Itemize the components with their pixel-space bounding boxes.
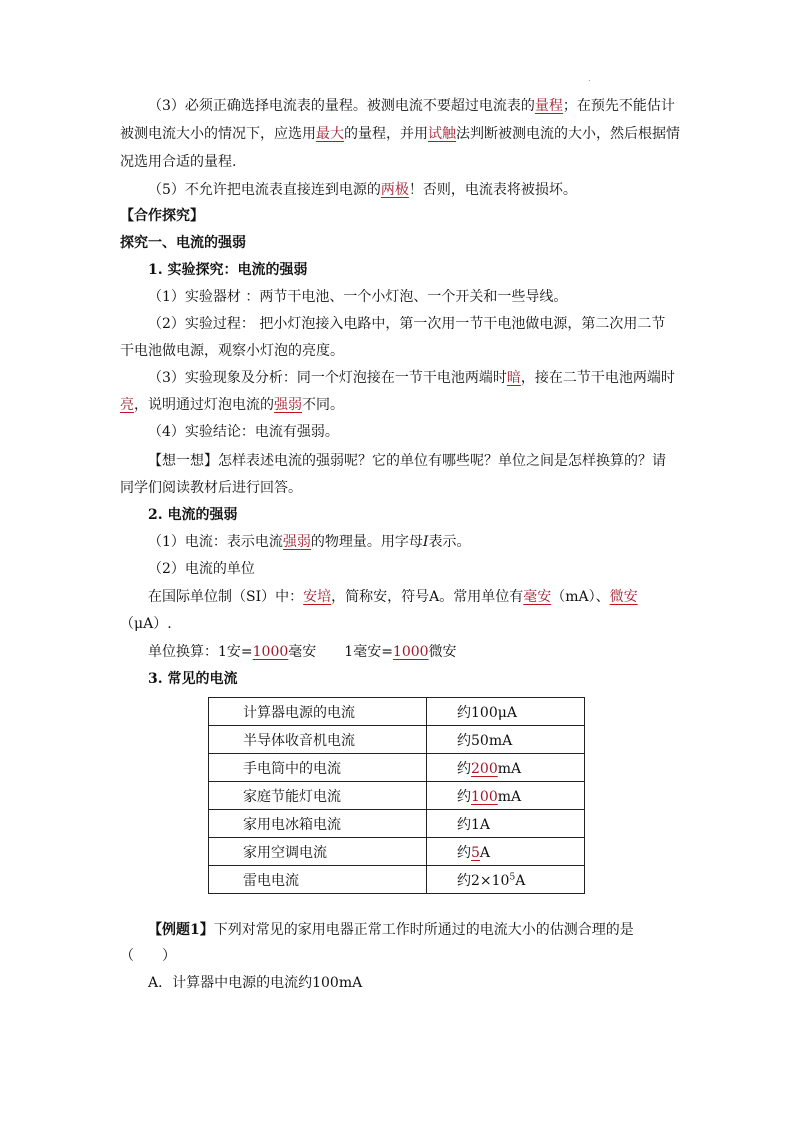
conversion-line: 单位换算：1安=1000毫安 1毫安=1000微安 xyxy=(148,644,457,660)
current-prefix: 约 xyxy=(457,844,471,861)
answer-ampere: 安培 xyxy=(303,589,332,605)
common-currents-table xyxy=(208,697,585,894)
corner-mark: . xyxy=(588,74,591,83)
rule5-line: （5）不允许把电流表直接连到电源的两极！否则，电流表将被损坏。 xyxy=(148,182,577,198)
explore-heading: 探究一、电流的强弱 xyxy=(120,235,246,251)
answer-1000-b: 1000 xyxy=(392,644,429,660)
exp3-line2: 亮，说明通过灯泡电流的强弱不同。 xyxy=(120,397,344,413)
current-prefix: 约100μA xyxy=(457,704,517,721)
example-line1: 【例题1】下列对常见的家用电器正常工作时所通过的电流大小的估测合理的是 xyxy=(148,922,634,938)
current-answer: 200 xyxy=(471,760,498,777)
sub2-heading: 2. 电流的强弱 xyxy=(148,507,238,523)
device-cell: 家庭节能灯电流 xyxy=(209,782,427,810)
rule3-line2: 被测电流大小的情况下，应选用最大的量程，并用试触法判断被测电流的大小，然后根据情 xyxy=(120,126,680,142)
sub1-heading: 1. 实验探究：电流的强弱 xyxy=(148,262,308,278)
answer-microamp: 微安 xyxy=(609,589,638,605)
sub3-heading: 3. 常见的电流 xyxy=(148,671,238,687)
device-cell: 家用空调电流 xyxy=(209,838,427,866)
current-cell xyxy=(427,866,585,894)
answer-range: 量程 xyxy=(534,98,563,114)
current-cell xyxy=(427,726,585,754)
answer-dim: 暗 xyxy=(506,370,521,386)
exp4-line: （4）实验结论：电流有强弱。 xyxy=(148,424,339,440)
think-line2: 同学们阅读教材后进行回答。 xyxy=(120,480,302,496)
rule3-line1: （3）必须正确选择电流表的量程。被测电流不要超过电流表的量程；在预先不能估计 xyxy=(148,98,675,114)
si-line1: 在国际单位制（SI）中：安培，简称安，符号A。常用单位有毫安（mA）、微安 xyxy=(148,589,638,605)
device-cell: 半导体收音机电流 xyxy=(209,726,427,754)
exp2-line2: 干电池做电源，观察小灯泡的亮度。 xyxy=(120,343,344,359)
answer-poles: 两极 xyxy=(380,182,409,198)
current-prefix: 约50mA xyxy=(457,732,513,749)
exp3-line1: （3）实验现象及分析：同一个灯泡接在一节干电池两端时暗，接在二节干电池两端时 xyxy=(148,370,675,386)
example-line2: （ ） xyxy=(120,948,176,964)
current-cell xyxy=(427,782,585,810)
answer-strength: 强弱 xyxy=(274,397,302,413)
device-cell: 计算器电源的电流 xyxy=(209,698,427,726)
device-cell: 雷电电流 xyxy=(209,866,427,894)
rule3-line3: 况选用合适的量程. xyxy=(120,154,237,170)
exp1-line: （1）实验器材 ：两节干电池、一个小灯泡、一个开关和一些导线。 xyxy=(148,289,568,305)
think-line1: 【想一想】怎样表述电流的强弱呢？它的单位有哪些呢？单位之间是怎样换算的？请 xyxy=(148,453,666,469)
device-cell: 家用电冰箱电流 xyxy=(209,810,427,838)
answer-trial: 试触 xyxy=(428,126,456,142)
answer-bright: 亮 xyxy=(120,397,134,413)
current-answer: 5 xyxy=(471,844,480,861)
current-unit: mA xyxy=(497,788,522,805)
answer-max: 最大 xyxy=(316,126,344,142)
current-prefix: 约1A xyxy=(457,816,491,833)
table-row xyxy=(209,726,585,754)
si-line2: （μA）. xyxy=(120,616,172,632)
current-answer: 100 xyxy=(471,788,498,805)
cur1-line: （1）电流：表示电流强弱的物理量。用字母I表示。 xyxy=(148,534,471,550)
current-cell xyxy=(427,810,585,838)
current-unit: A xyxy=(479,844,491,861)
current-cell xyxy=(427,838,585,866)
current-cell xyxy=(427,754,585,782)
current-exponent: 5 xyxy=(509,871,516,882)
current-prefix: 约 xyxy=(457,788,471,805)
table-row xyxy=(209,838,585,866)
section-heading: 【合作探究】 xyxy=(120,208,204,224)
device-cell: 手电筒中的电流 xyxy=(209,754,427,782)
current-unit: mA xyxy=(497,760,522,777)
cur2-line: （2）电流的单位 xyxy=(148,561,255,577)
table-row xyxy=(209,810,585,838)
table-row xyxy=(209,698,585,726)
current-prefix: 约2×10 xyxy=(457,872,510,889)
current-cell xyxy=(427,698,585,726)
current-unit: A xyxy=(515,872,526,889)
exp2-line1: （2）实验过程： 把小灯泡接入电路中，第一次用一节干电池做电源，第二次用二节 xyxy=(148,316,666,332)
table-row xyxy=(209,782,585,810)
answer-1000-a: 1000 xyxy=(252,644,289,660)
table-row xyxy=(209,754,585,782)
answer-milliamp: 毫安 xyxy=(523,589,552,605)
answer-strength-2: 强弱 xyxy=(282,534,311,550)
current-prefix: 约 xyxy=(457,760,471,777)
example-tag: 【例题1】 xyxy=(148,922,214,938)
example-option-a: A．计算器中电源的电流约100mA xyxy=(148,975,363,991)
table-row xyxy=(209,866,585,894)
